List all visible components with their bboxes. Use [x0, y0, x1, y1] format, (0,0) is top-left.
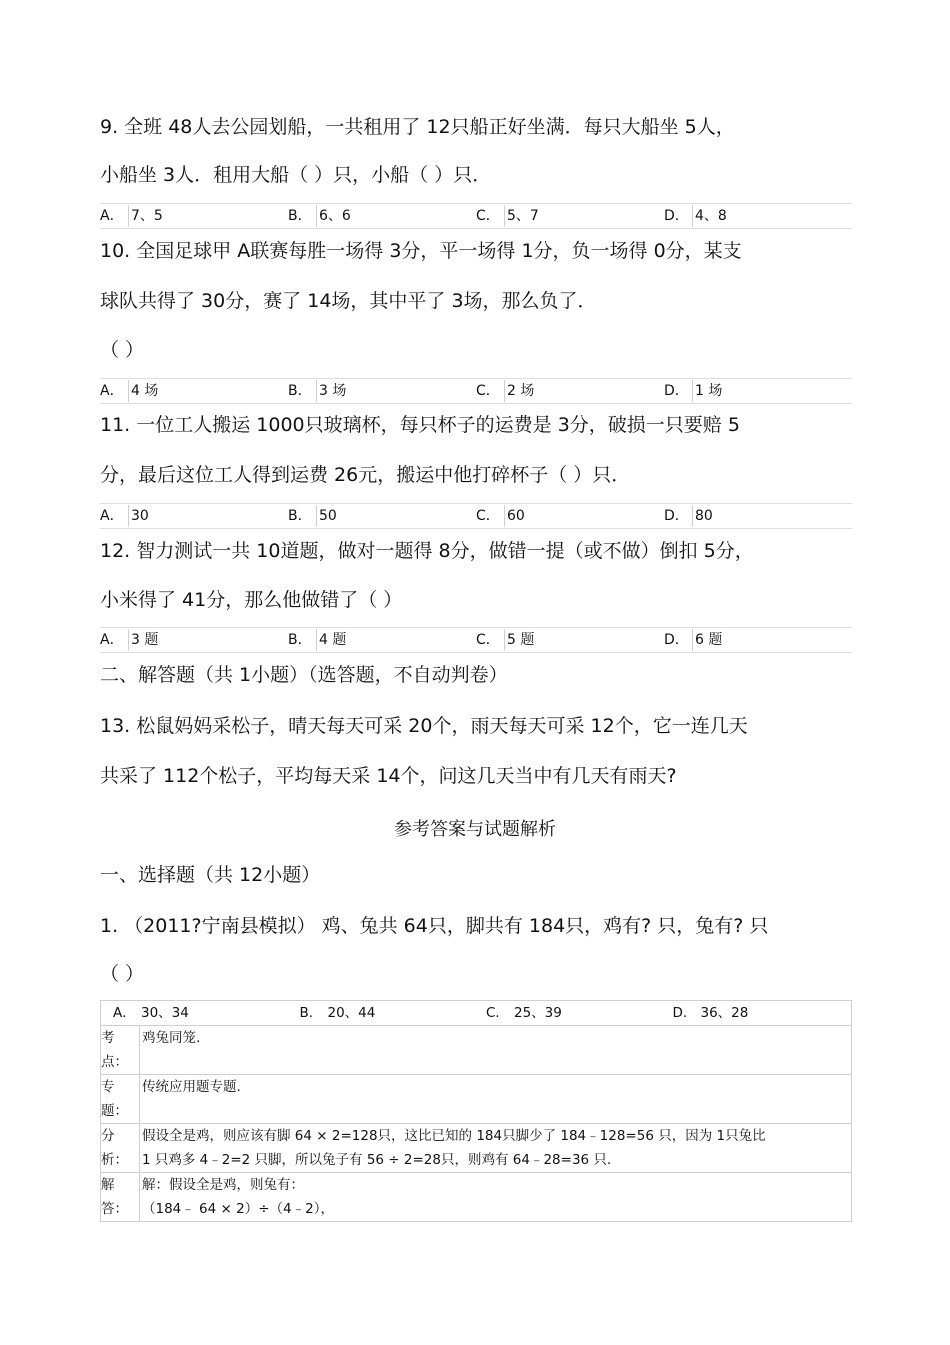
- zhuanti-label: 专 题：: [101, 1075, 140, 1124]
- q1-line1: 1. （2011?宁南县模拟） 鸡、兔共 64只，脚共有 184只，鸡有? 只，兔有? 只: [100, 915, 769, 937]
- q1-option-d[interactable]: D． 36、28: [672, 1005, 749, 1021]
- q10-option-b[interactable]: B． 3 场: [288, 379, 476, 403]
- q1-line2: （ ）: [100, 963, 145, 985]
- kaodian-label: 考 点：: [101, 1026, 140, 1075]
- kaodian-text: 鸡兔同笼.: [140, 1026, 852, 1075]
- q1-answer-table: [100, 1000, 852, 1222]
- q10-option-d[interactable]: D． 1 场: [664, 379, 852, 403]
- q11-option-b[interactable]: B． 50: [288, 504, 476, 528]
- q10-line3: （ ）: [100, 339, 145, 361]
- q12-option-d[interactable]: D． 6 题: [664, 628, 852, 652]
- q9-line2: 小船坐 3人．租用大船（ ）只，小船（ ）只．: [100, 164, 492, 186]
- q13-line1: 13. 松鼠妈妈采松子，晴天每天可采 20个，雨天每天可采 12个，它一连几天: [100, 715, 748, 737]
- q10-options: [100, 378, 852, 404]
- q11-options: [100, 503, 852, 529]
- q12-line1: 12. 智力测试一共 10道题，做对一题得 8分，做错一提（或不做）倒扣 5分，: [100, 540, 754, 562]
- q9-option-c[interactable]: C． 5、7: [476, 204, 664, 228]
- q11-option-a[interactable]: A． 30: [100, 504, 288, 528]
- section2-heading: 二、解答题（共 1小题）（选答题，不自动判卷）: [100, 664, 508, 686]
- q9-line1: 9. 全班 48人去公园划船，一共租用了 12只船正好坐满．每只大船坐 5人，: [100, 116, 735, 138]
- q13-line2: 共采了 112个松子，平均每天采 14个，问这几天当中有几天有雨天?: [100, 765, 677, 787]
- q12-option-a[interactable]: A． 3 题: [100, 628, 288, 652]
- section1-heading: 一、选择题（共 12小题）: [100, 864, 321, 886]
- q11-option-c[interactable]: C． 60: [476, 504, 664, 528]
- q1-jieda-row: [101, 1173, 852, 1222]
- fenxi-text: 假设全是鸡，则应该有脚 64 × 2=128只，这比已知的 184只脚少了 184﹣128=56 只，因为 1只兔比 1 只鸡多 4﹣2=2 只脚，所以兔子有 56 ÷ 2=28只，则鸡有 64﹣28=36 只.: [140, 1124, 852, 1173]
- zhuanti-text: 传统应用题专题.: [140, 1075, 852, 1124]
- q11-option-d[interactable]: D． 80: [664, 504, 852, 528]
- q12-options: [100, 627, 852, 653]
- q9-options: [100, 203, 852, 229]
- q1-kaodian-row: [101, 1026, 852, 1075]
- q1-fenxi-row: [101, 1124, 852, 1173]
- jieda-text: 解：假设全是鸡，则兔有： （184﹣ 64 × 2）÷（4﹣2），: [140, 1173, 852, 1222]
- fenxi-label: 分 析：: [101, 1124, 140, 1173]
- q10-line2: 球队共得了 30分，赛了 14场，其中平了 3场，那么负了．: [100, 290, 597, 312]
- q11-line1: 11. 一位工人搬运 1000只玻璃杯，每只杯子的运费是 3分，破损一只要赔 5: [100, 414, 740, 436]
- q1-option-a[interactable]: A． 30、34: [113, 1005, 189, 1021]
- q1-zhuanti-row: [101, 1075, 852, 1124]
- q9-option-d[interactable]: D． 4、8: [664, 204, 852, 228]
- q1-option-c[interactable]: C． 25、39: [486, 1005, 562, 1021]
- q1-option-b[interactable]: B． 20、44: [299, 1005, 376, 1021]
- q1-options-row: [101, 1001, 852, 1026]
- q12-option-c[interactable]: C． 5 题: [476, 628, 664, 652]
- q9-option-a[interactable]: A． 7、5: [100, 204, 288, 228]
- q12-option-b[interactable]: B． 4 题: [288, 628, 476, 652]
- q11-line2: 分，最后这位工人得到运费 26元，搬运中他打碎杯子（ ）只．: [100, 464, 631, 486]
- q12-line2: 小米得了 41分，那么他做错了（ ）: [100, 589, 403, 611]
- jieda-label: 解 答：: [101, 1173, 140, 1222]
- q9-option-b[interactable]: B． 6、6: [288, 204, 476, 228]
- q10-option-c[interactable]: C． 2 场: [476, 379, 664, 403]
- answer-title: 参考答案与试题解析: [394, 819, 556, 840]
- q10-option-a[interactable]: A． 4 场: [100, 379, 288, 403]
- q10-line1: 10. 全国足球甲 A联赛每胜一场得 3分，平一场得 1分，负一场得 0分，某支: [100, 240, 742, 262]
